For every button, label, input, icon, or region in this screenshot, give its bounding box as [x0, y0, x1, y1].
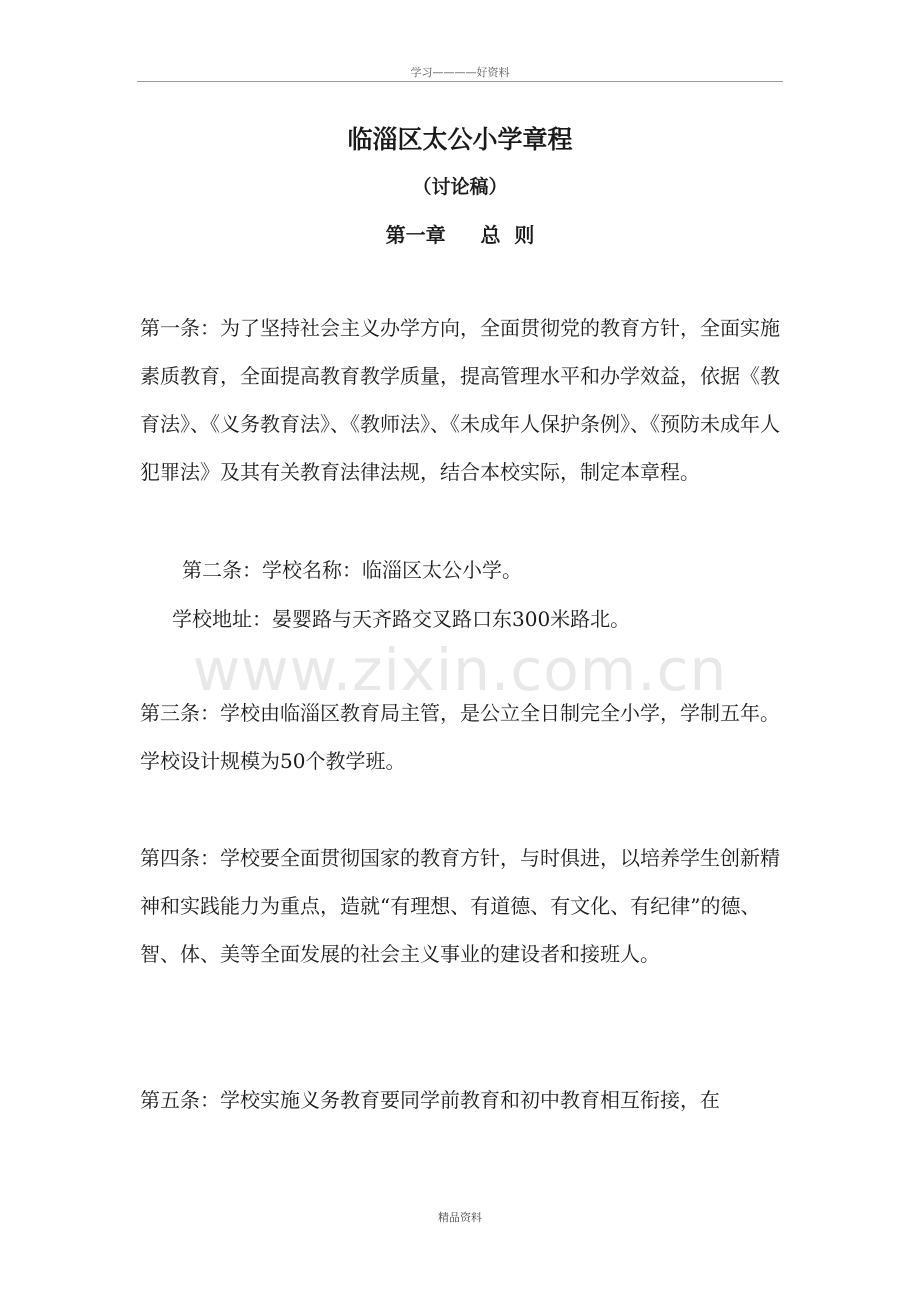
- header-divider: [137, 81, 783, 82]
- article-5: 第五条：学校实施义务教育要同学前教育和初中教育相互衔接，在: [140, 1088, 720, 1112]
- document-title: 临淄区太公小学章程: [347, 125, 573, 154]
- page-footer-text: 精品资料: [438, 1211, 482, 1224]
- article-1: 第一条：为了坚持社会主义办学方向，全面贯彻党的教育方针，全面实施素质教育，全面提高教育教学质量，提高管理水平和办学效益，依据《教育法》、《义务教育法》、《教师法》、《未成年人保护条例》、《预防未成年人犯罪法》及其有关教育法律法规，结合本校实际，制定本章程。: [140, 316, 780, 484]
- chapter-heading: 第一章 总 则: [385, 223, 535, 247]
- document-subtitle: （讨论稿）: [412, 176, 508, 198]
- article-3: 第三条：学校由临淄区教育局主管，是公立全日制完全小学，学制五年。学校设计规模为50个教学班。: [140, 701, 780, 773]
- article-4: 第四条：学校要全面贯彻国家的教育方针，与时俱进，以培养学生创新精神和实践能力为重点，造就“有理想、有道德、有文化、有纪律”的德、智、体、美等全面发展的社会主义事业的建设者和接班人。: [140, 846, 780, 966]
- school-address: 学校地址：晏婴路与天齐路交叉路口东300米路北。: [172, 607, 631, 631]
- watermark: www.zixin.com.cn: [192, 636, 728, 704]
- article-2: 第二条：学校名称：临淄区太公小学。: [182, 558, 522, 582]
- page-header-text: 学习————好资料: [410, 66, 510, 79]
